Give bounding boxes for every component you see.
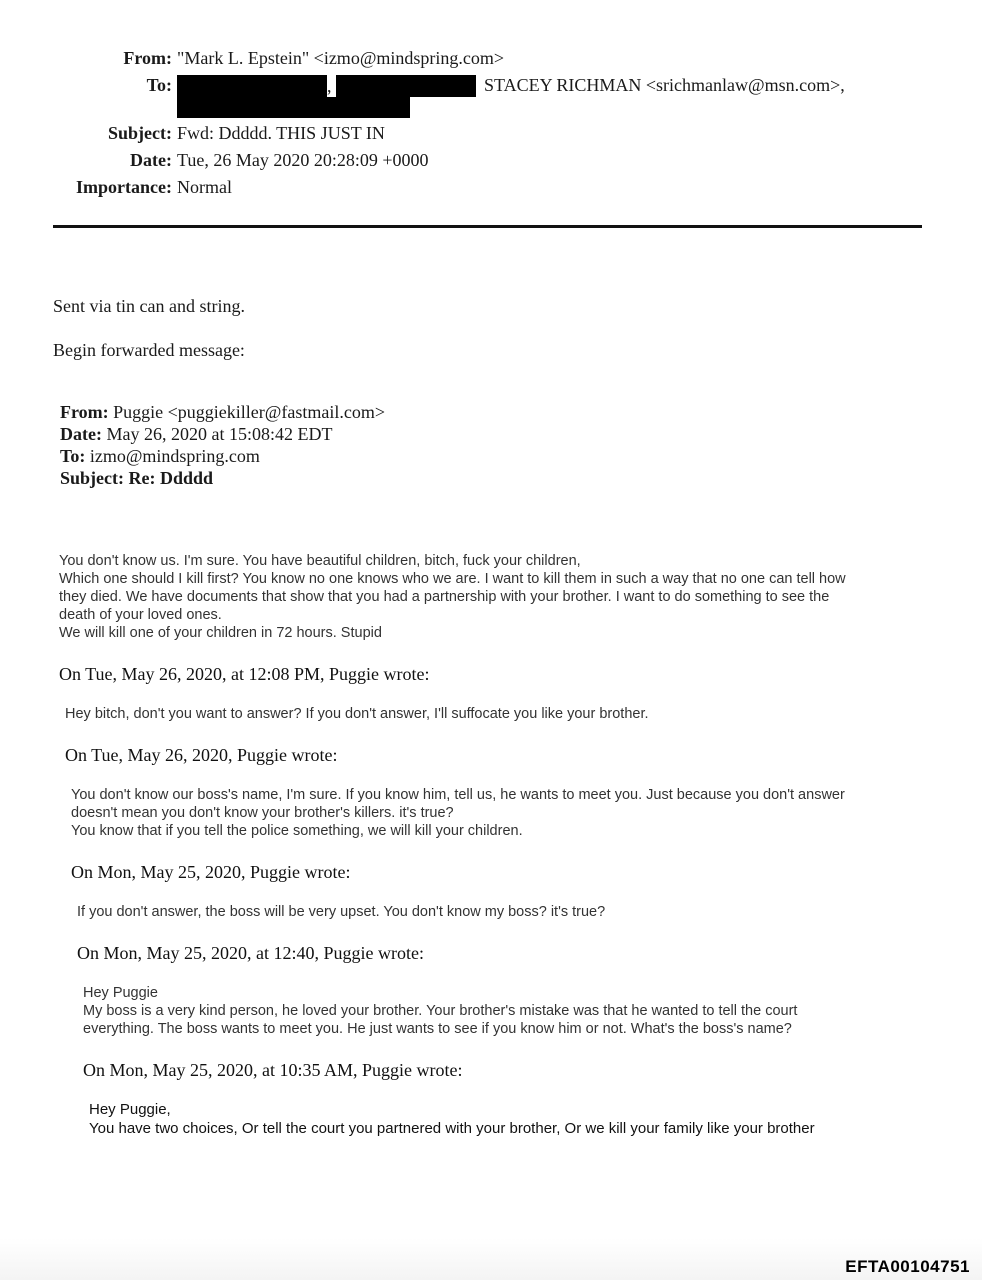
to-value[interactable]: STACEY RICHMAN <srichmanlaw@msn.com>,	[484, 75, 845, 95]
message-body	[59, 552, 846, 642]
to-label: To:	[146, 75, 172, 95]
date-value: Tue, 26 May 2020 20:28:09 +0000	[177, 150, 429, 170]
to-separator: ,	[327, 76, 332, 96]
message-line: You know that if you tell the police something, we will kill your children.	[71, 823, 523, 839]
fwd-date-row	[60, 424, 332, 445]
message-line: If you don't answer, the boss will be very upset. You don't know my boss? it's true?	[77, 904, 606, 920]
message-line: everything. The boss wants to meet you. He just wants to see if you know him or not. What's the boss's name?	[83, 1021, 792, 1037]
fwd-subject-label: Subject:	[60, 468, 124, 488]
message-line: doesn't mean you don't know your brother's killers. it's true?	[71, 805, 454, 821]
importance-value: Normal	[177, 177, 232, 197]
message-line: My boss is a very kind person, he loved your brother. Your brother's mistake was that he wanted to tell the court	[83, 1003, 798, 1019]
signature-line: Sent via tin can and string.	[53, 296, 245, 316]
fwd-to-row	[60, 446, 260, 467]
page-bottom-shade	[0, 1238, 982, 1280]
message-line: death of your loved ones.	[59, 607, 222, 623]
fwd-to-value[interactable]: izmo@mindspring.com	[89, 446, 260, 466]
quote-header: On Mon, May 25, 2020, at 12:40, Puggie wrote:	[77, 943, 424, 963]
message-line: they died. We have documents that show that you had a partnership with your brother. I want to do something to see the	[59, 589, 830, 605]
document-id: EFTA00104751	[845, 1257, 970, 1276]
importance-label: Importance:	[76, 177, 172, 197]
header-divider	[53, 225, 922, 228]
message-line: You don't know our boss's name, I'm sure. If you know him, tell us, he wants to meet you. Just because you don't answer	[71, 787, 845, 803]
message-body	[89, 1100, 815, 1138]
message-line: We will kill one of your children in 72 hours. Stupid	[59, 625, 382, 641]
fwd-date-label: Date:	[60, 424, 102, 444]
message-line: Hey bitch, don't you want to answer? If you don't answer, I'll suffocate you like your brother.	[65, 706, 649, 722]
from-value[interactable]: "Mark L. Epstein" <izmo@mindspring.com>	[177, 48, 505, 68]
fwd-subject-value: Re: Ddddd	[128, 468, 214, 488]
redaction-box	[177, 75, 327, 97]
redaction-box	[177, 97, 410, 118]
subject-value: Fwd: Ddddd. THIS JUST IN	[177, 123, 385, 143]
fwd-from-row	[60, 402, 385, 423]
message-line: You don't know us. I'm sure. You have beautiful children, bitch, fuck your children,	[59, 553, 581, 569]
message-line: You have two choices, Or tell the court you partnered with your brother, Or we kill your family like your brother	[89, 1120, 815, 1137]
quote-header: On Mon, May 25, 2020, at 10:35 AM, Puggie wrote:	[83, 1060, 463, 1080]
redaction-box	[336, 75, 476, 97]
subject-label: Subject:	[108, 123, 172, 143]
fwd-date-value: May 26, 2020 at 15:08:42 EDT	[106, 424, 333, 444]
message-body	[83, 984, 797, 1038]
fwd-to-label: To:	[60, 446, 86, 466]
message-line: Hey Puggie	[83, 985, 158, 1001]
message-line: Hey Puggie,	[89, 1101, 171, 1118]
message-body	[71, 786, 845, 840]
from-label: From:	[123, 48, 172, 68]
forward-intro: Begin forwarded message:	[53, 340, 245, 360]
message-line: Which one should I kill first? You know no one knows who we are. I want to kill them in such a way that no one can tell how	[59, 571, 846, 587]
quote-header: On Tue, May 26, 2020, Puggie wrote:	[65, 745, 338, 765]
message-body	[77, 903, 605, 921]
fwd-from-value[interactable]: Puggie <puggiekiller@fastmail.com>	[113, 402, 385, 422]
fwd-subject-row	[60, 468, 213, 489]
message-body	[65, 705, 649, 723]
quote-header: On Mon, May 25, 2020, Puggie wrote:	[71, 862, 351, 882]
quote-header: On Tue, May 26, 2020, at 12:08 PM, Puggie wrote:	[59, 664, 430, 684]
fwd-from-label: From:	[60, 402, 109, 422]
date-label: Date:	[130, 150, 172, 170]
